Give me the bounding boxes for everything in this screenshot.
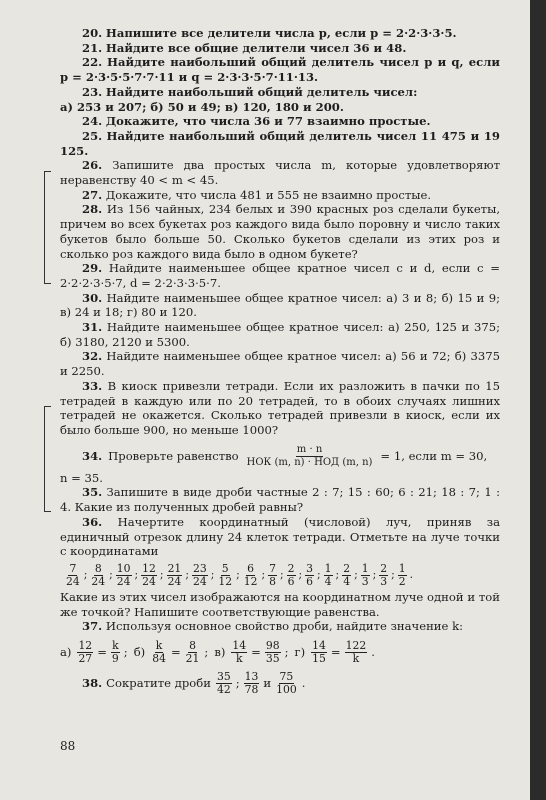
- right-fraction: [111, 640, 120, 665]
- coordinate-fraction: [361, 563, 370, 588]
- separator: ;: [354, 568, 358, 582]
- denominator: 12: [218, 574, 233, 588]
- denominator: 27: [78, 652, 93, 666]
- right-fraction: [345, 640, 368, 665]
- numerator: 2: [287, 561, 295, 575]
- separator: ;: [185, 568, 189, 582]
- item-label: в): [214, 645, 226, 660]
- numerator: 1: [361, 561, 369, 575]
- numerator: k: [112, 639, 119, 653]
- proportion-equations: [60, 640, 500, 665]
- denominator: 100: [276, 683, 297, 697]
- numerator: 8: [94, 561, 102, 575]
- item-label: б): [133, 645, 146, 660]
- separator: ;: [134, 568, 139, 582]
- numerator: 2: [380, 561, 388, 575]
- denominator: 24: [91, 574, 106, 588]
- separator: ;: [280, 568, 284, 582]
- left-fraction: [311, 640, 327, 665]
- separator: ;: [109, 568, 113, 582]
- problem-34: 34. Проверьте равенство $\frac{m \cdot n}{\text{НОК (m, n) · НОД (m, n)}}$ = 1, если m = 30,: [82, 443, 488, 468]
- problem-36: 36. Начертите координатный (числовой) луч, приняв за единичный отрезок длину 24 клеток тетради. Отметьте на луче точки с координатами: [60, 514, 500, 559]
- numerator: 1: [324, 561, 332, 575]
- coordinate-fraction: [192, 563, 208, 588]
- numerator: 98: [265, 639, 280, 653]
- equality-fraction: $\frac{m \cdot n}{\text{НОК (m, n) · НОД (m, n)}}$: [246, 443, 373, 468]
- separator: ;: [317, 568, 321, 582]
- denominator: 3: [361, 574, 369, 588]
- equals-sign: =: [330, 645, 341, 660]
- denominator: k: [235, 652, 243, 666]
- denominator: 24: [167, 574, 182, 588]
- denominator: 24: [192, 574, 207, 588]
- denominator: 24: [142, 574, 156, 588]
- separator: ;: [284, 645, 289, 660]
- denominator: 4: [324, 574, 332, 588]
- numerator: 35: [216, 670, 231, 684]
- problem-27: 27. Докажите, что числа 481 и 555 не взаимно простые.: [82, 187, 432, 202]
- problem-24: 24. Докажите, что числа 36 и 77 взаимно простые.: [82, 114, 431, 129]
- coordinate-fraction: [167, 563, 183, 588]
- coordinate-fraction: [379, 563, 388, 588]
- denominator: 35: [265, 652, 280, 666]
- denominator: 2: [398, 574, 406, 588]
- numerator: 7: [269, 561, 276, 575]
- problem-22: 22. Найдите наибольший общий делитель чисел p и q, если p = 2·3·5·5·7·7·11 и q = 2·3·3·5·7·11·13.: [60, 55, 500, 85]
- numerator: 14: [312, 639, 326, 653]
- left-fraction: [77, 640, 93, 665]
- separator: .: [409, 568, 414, 582]
- denominator: 9: [111, 652, 119, 666]
- coordinate-fraction: [268, 563, 277, 588]
- reduce-fraction: [216, 671, 232, 696]
- equals-sign: =: [97, 645, 107, 660]
- denominator: 21: [185, 652, 200, 666]
- coordinate-fraction: [65, 563, 81, 588]
- separator: ;: [123, 645, 128, 660]
- proportion-equation: [214, 640, 288, 665]
- denominator: 42: [216, 683, 231, 697]
- left-fraction: [151, 640, 167, 665]
- numerator: 6: [247, 561, 255, 575]
- coordinate-fraction: [243, 563, 259, 588]
- coordinate-fraction: [305, 563, 314, 588]
- separator: ;: [235, 676, 240, 691]
- denominator: 8: [269, 574, 276, 588]
- separator: ;: [261, 568, 266, 582]
- denominator: 12: [243, 574, 258, 588]
- denominator: 6: [306, 574, 314, 588]
- problem-20: 20. Напишите все делители числа p, если p = 2·2·3·3·5.: [82, 26, 457, 40]
- problem-36-question: Какие из этих чисел изображаются на координатном луче одной и той же точкой? Напишите соответствующие равенства.: [60, 589, 500, 619]
- section-bracket-upper: [44, 171, 51, 284]
- numerator: k: [155, 639, 163, 653]
- problem-30: 30. Найдите наименьшее общее кратное чисел: а) 3 и 8; б) 15 и 9; в) 24 и 18; г) 80 и 120.: [60, 290, 500, 320]
- fractions-to-reduce: [215, 671, 305, 696]
- problem-25: 25. Найдите наибольший общий делитель чисел 11 475 и 19 125.: [60, 128, 501, 158]
- numerator: 75: [279, 670, 294, 684]
- item-label: г): [294, 645, 306, 660]
- separator: ;: [83, 568, 88, 582]
- denominator: 78: [244, 683, 259, 697]
- numerator: 14: [232, 639, 247, 653]
- numerator: 1: [398, 561, 406, 575]
- separator: ;: [372, 568, 377, 582]
- numerator: 122: [345, 639, 367, 653]
- equals-sign: =: [170, 645, 181, 660]
- problem-33: 33. В киоск привезли тетради. Если их разложить в пачки по 15 тетрадей в каждую или по 20 тетрадей, то в обоих случаях лишних тетрадей не окажется. Сколько тетрадей привезли в киоск, если их было больше 900, но меньше 1000?: [60, 378, 501, 437]
- problem-28: 28. Из 156 чайных, 234 белых и 390 красных роз сделали букеты, причем во всех букетах роз каждого вида было поровну и число таких букетов было больше 50. Сколько букетов сделали из этих роз и сколько роз каждого вида было в одном букете?: [60, 202, 501, 261]
- separator: ;: [335, 568, 340, 582]
- reduce-fraction: [244, 671, 260, 696]
- problem-35: 35. Запишите в виде дроби частные 2 : 7; 15 : 60; 6 : 21; 18 : 7; 1 : 4. Какие из полученных дробей равны?: [60, 485, 500, 515]
- denominator: 84: [152, 652, 166, 666]
- numerator: 3: [306, 561, 314, 575]
- problem-31: 31. Найдите наименьшее общее кратное чисел: а) 250, 125 и 375; б) 3180, 2120 и 5300.: [60, 320, 500, 349]
- equals-sign: =: [251, 645, 261, 660]
- problem-23: 23. Найдите наибольший общий делитель чисел: а) 253 и 207; б) 50 и 49; в) 120, 180 и 200.: [60, 84, 418, 114]
- conjunction: и: [263, 676, 272, 691]
- problems-column: [60, 26, 500, 696]
- reduce-fraction: [275, 671, 298, 696]
- separator: .: [371, 645, 375, 660]
- proportion-equation: [295, 640, 375, 665]
- coordinate-fraction: [342, 563, 351, 588]
- numerator: 12: [78, 639, 93, 653]
- denominator: 15: [312, 652, 326, 666]
- page-number: 88: [60, 739, 76, 753]
- problem-21: 21. Найдите все общие делители чисел 36 и 48.: [82, 40, 407, 55]
- numerator: 8: [189, 639, 196, 653]
- separator: ;: [159, 568, 164, 582]
- coordinate-fraction: [287, 563, 296, 588]
- problem-29: 29. Найдите наименьшее общее кратное чисел c и d, если c = 2·2·2·3·5·7, d = 2·2·3·3·5·7.: [60, 261, 500, 290]
- separator: ;: [204, 645, 209, 660]
- separator: ;: [236, 568, 240, 582]
- left-fraction: [231, 640, 247, 665]
- denominator: 24: [116, 574, 131, 588]
- right-fraction: [185, 640, 201, 665]
- problem-32: 32. Найдите наименьшее общее кратное чисел: а) 56 и 72; б) 3375 и 2250.: [60, 349, 500, 379]
- coordinate-fraction: [217, 563, 233, 588]
- numerator: 10: [116, 561, 131, 575]
- denominator: 24: [66, 574, 80, 588]
- right-fraction: [265, 640, 281, 665]
- problem-26: 26. Запишите два простых числа m, которые удовлетворяют неравенству 40 < m < 45.: [60, 158, 500, 188]
- numerator: 2: [343, 561, 351, 575]
- numerator: 12: [142, 561, 156, 575]
- proportion-equation: [60, 640, 128, 665]
- proportion-equation: [134, 640, 209, 665]
- denominator: 6: [287, 574, 295, 588]
- coordinate-fraction: [90, 563, 106, 588]
- separator: ;: [391, 568, 395, 582]
- denominator: 4: [343, 574, 351, 588]
- coordinate-fraction: [141, 563, 157, 588]
- separator: .: [301, 676, 306, 691]
- coordinate-fraction: [398, 563, 407, 588]
- section-bracket-lower: [44, 406, 51, 512]
- numerator: 21: [167, 561, 182, 575]
- problem-37: 37. Используя основное свойство дроби, найдите значение k:: [82, 619, 464, 634]
- denominator: k: [352, 652, 360, 666]
- numerator: 5: [221, 561, 229, 575]
- separator: ;: [298, 568, 303, 582]
- coordinate-fractions: [64, 563, 500, 588]
- numerator: 13: [244, 670, 259, 684]
- denominator: 3: [380, 574, 388, 588]
- problem-34-tail: n = 35.: [60, 470, 103, 485]
- item-label: а): [60, 645, 72, 660]
- coordinate-fraction: [324, 563, 333, 588]
- numerator: 23: [192, 561, 207, 575]
- separator: ;: [210, 568, 215, 582]
- numerator: 7: [69, 561, 77, 575]
- problem-38: 38. Сократите дроби $\frac{35}{42}$ ; $\frac{13}{78}$ и $\frac{75}{100}$ .: [82, 670, 306, 697]
- coordinate-fraction: [116, 563, 132, 588]
